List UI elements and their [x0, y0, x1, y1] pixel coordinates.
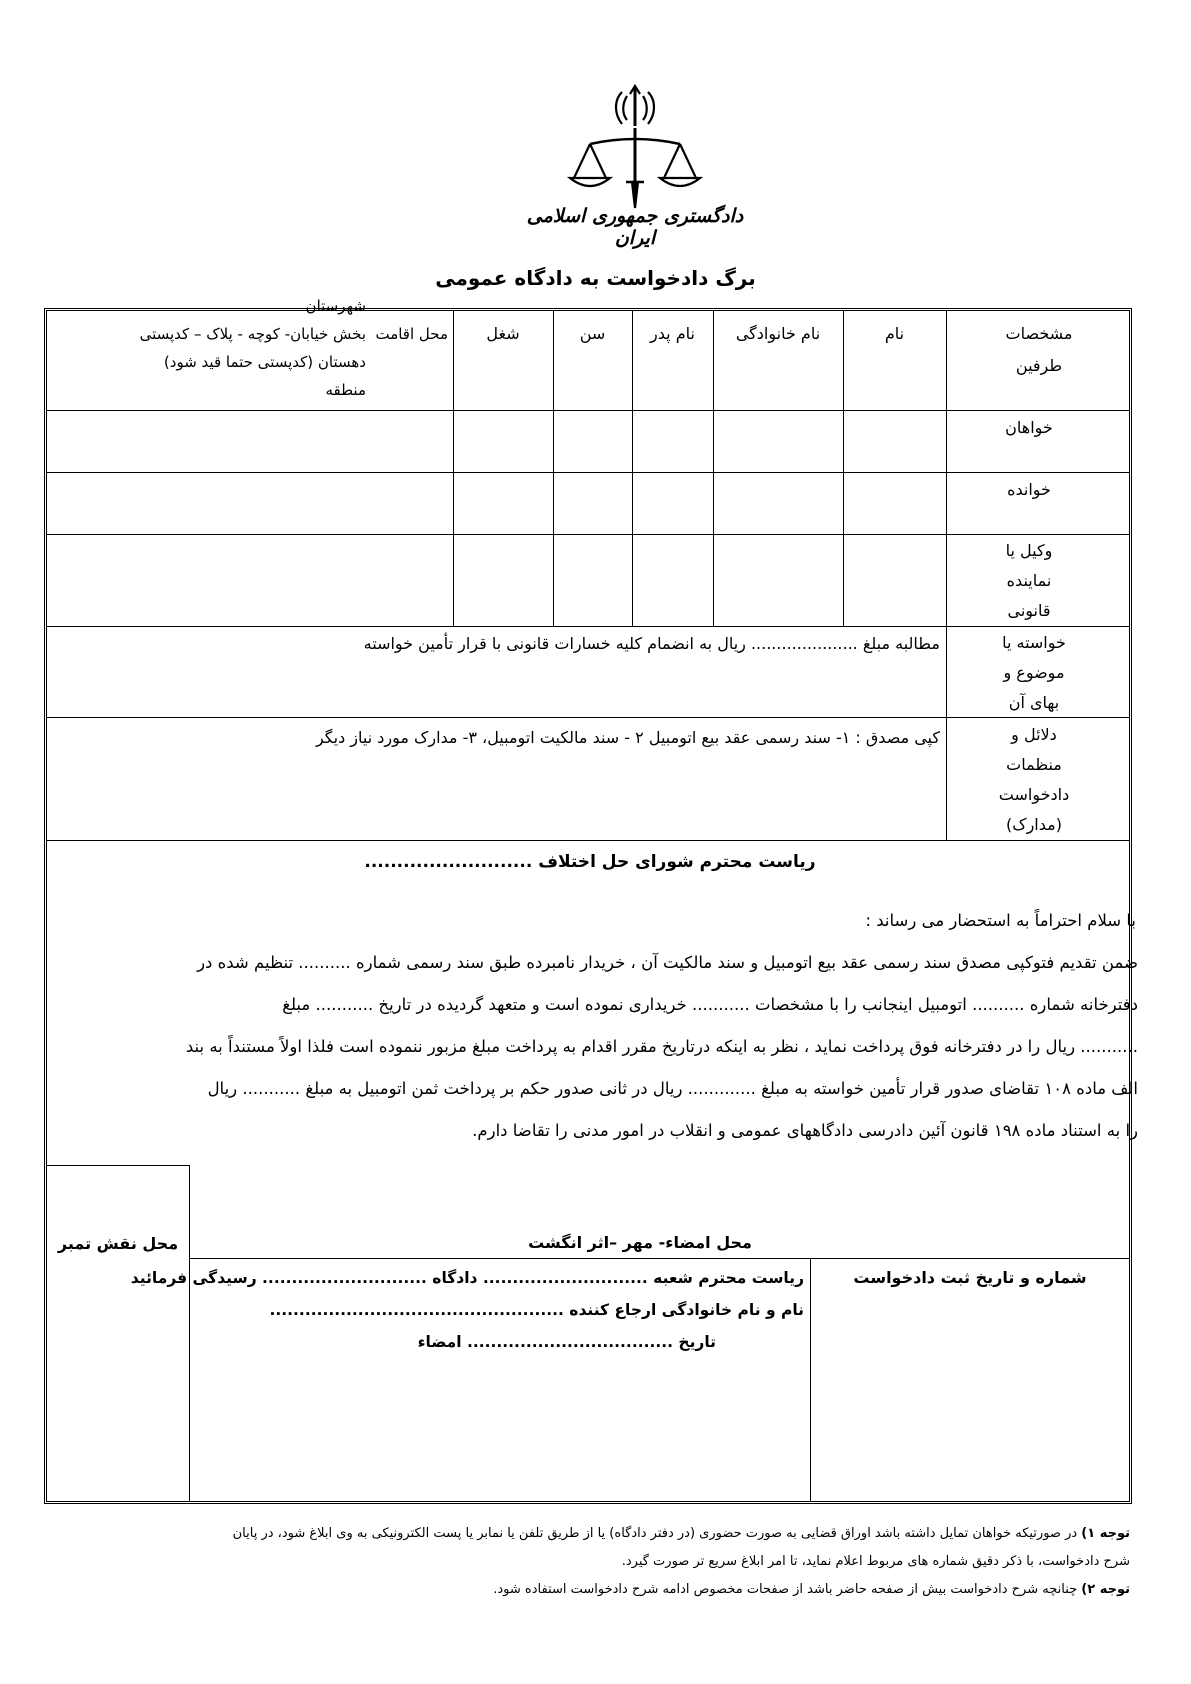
- notes: [60, 1520, 1130, 1604]
- divider: [632, 311, 633, 626]
- column-residence: محل اقامت: [375, 325, 448, 343]
- stamp-place: محل نقش تمبر: [57, 1234, 179, 1253]
- parties-header-line2: طرفین: [1015, 356, 1063, 375]
- divider: [47, 626, 1129, 627]
- iran-emblem-icon: [616, 86, 654, 126]
- divider: [47, 840, 1129, 841]
- note-label: توجه ۱): [1081, 1526, 1130, 1541]
- note-text: شرح دادخواست، با ذکر دقیق شماره های مربوط اعلام نماید، تا امر ابلاغ سریع تر صورت گیرد.: [621, 1554, 1130, 1569]
- evidence-label-line: دادخواست: [998, 785, 1070, 804]
- scales-of-justice-icon: [560, 82, 710, 222]
- divider: [843, 311, 844, 626]
- petition-line: را به استناد ماده ۱۹۸ قانون آئین دادرسی دادگاههای عمومی و انقلاب در امور مدنی را تقاضا دارم.: [472, 1121, 1138, 1140]
- evidence-label-line: دلائل و: [1011, 725, 1057, 744]
- row-lawyer-line: نماینده: [1006, 571, 1052, 590]
- petition-line: ........... ریال را در دفترخانه فوق پرداخت نماید ، نظر به اینکه درتاریخ مقرر اقدام به پرداخت مبلغ مزبور ننموده است فلذا اولاً مستنداً به بند: [185, 1037, 1138, 1056]
- petition-line: دفترخانه شماره .......... اتومبیل اینجانب را با مشخصات ........... خریداری نموده است و متعهد گردیده در تاریخ ........... مبلغ: [282, 995, 1138, 1014]
- residence-detail-line: بخش خیابان- کوچه - پلاک – کدپستی: [139, 325, 366, 343]
- divider: [47, 1165, 189, 1166]
- divider: [810, 1258, 811, 1502]
- divider: [47, 472, 1129, 473]
- petition-title: ریاست محترم شورای حل اختلاف ..........................: [364, 852, 816, 872]
- signature-place: محل امضاء- مهر –اثر انگشت: [528, 1233, 752, 1252]
- column-job: شغل: [486, 324, 520, 343]
- residence-detail-line: منطقه: [325, 381, 366, 399]
- petition-body: [54, 942, 1138, 1152]
- evidence-text: کپی مصدق : ۱- سند رسمی عقد بیع اتومبیل ۲ - سند مالکیت اتومبیل، ۳- مدارک مورد نیاز دیگر: [315, 728, 940, 747]
- referral-line: تاریخ ................................... امضاء: [417, 1333, 716, 1351]
- note-2: [60, 1576, 1130, 1604]
- column-family: نام خانوادگی: [735, 324, 821, 343]
- petition-line: الف ماده ۱۰۸ تقاضای صدور قرار تأمین خواسته به مبلغ ............. ریال در ثانی صدور حکم بر پرداخت ثمن اتومبیل به مبلغ ........... ریال: [207, 1079, 1138, 1098]
- residence-detail-line: شهرستان: [305, 297, 366, 315]
- petition-greeting: با سلام احتراماً به استحضار می رساند :: [865, 911, 1136, 930]
- claim-label-line: موضوع و: [1003, 663, 1065, 682]
- evidence-label-line: منظمات: [1006, 755, 1062, 774]
- divider: [189, 1165, 190, 1502]
- divider: [47, 534, 1129, 535]
- residence-detail: [56, 292, 366, 404]
- note-label: توجه ۲): [1081, 1582, 1130, 1597]
- note-1: [60, 1520, 1130, 1548]
- row-plaintiff: خواهان: [1005, 418, 1053, 437]
- claim-text: مطالبه مبلغ ..................... ریال به انضمام کلیه خسارات قانونی با قرار تأمین خواسته: [363, 634, 940, 653]
- parties-header: [946, 318, 1132, 382]
- claim-label-line: خواسته یا: [1002, 633, 1066, 652]
- row-lawyer: [946, 536, 1112, 626]
- row-lawyer-line: وکیل یا: [1005, 541, 1053, 560]
- form-title: برگ دادخواست به دادگاه عمومی: [435, 266, 756, 290]
- column-age: سن: [579, 324, 606, 343]
- divider: [553, 311, 554, 626]
- evidence-label: [946, 720, 1122, 840]
- residence-detail-line: دهستان (کدپستی حتما قید شود): [163, 353, 366, 371]
- claim-label-line: بهای آن: [1008, 693, 1060, 712]
- claim-label: [946, 628, 1122, 718]
- divider: [47, 410, 1129, 411]
- column-name: نام: [884, 324, 905, 343]
- column-father: نام پدر: [650, 324, 695, 343]
- evidence-label-line: (مدارک): [1006, 815, 1062, 834]
- referral-line: نام و نام خانوادگی ارجاع کننده ..................................................: [269, 1301, 804, 1319]
- note-text: چنانچه شرح دادخواست بیش از صفحه حاضر باشد از صفحات مخصوص ادامه شرح دادخواست استفاده شود.: [493, 1582, 1078, 1597]
- registration-number-date: شماره و تاریخ ثبت دادخواست: [853, 1268, 1087, 1287]
- divider: [453, 311, 454, 626]
- row-lawyer-line: قانونی: [1007, 601, 1051, 620]
- petition-line: ضمن تقدیم فتوکپی مصدق سند رسمی عقد بیع اتومبیل و سند مالکیت آن ، خریدار نامبرده طبق سند رسمی شماره .......... تنظیم شده در: [197, 953, 1138, 972]
- divider: [713, 311, 714, 626]
- emblem-text: دادگستری جمهوری اسلامی ایران: [526, 205, 744, 249]
- row-defendant: خوانده: [1007, 480, 1051, 499]
- parties-header-line1: مشخصات: [1005, 324, 1073, 343]
- referral-line: ریاست محترم شعبه ............................ دادگاه ............................ رسیدگی فرمائید: [130, 1269, 804, 1287]
- note-text: در صورتیکه خواهان تمایل داشته باشد اوراق قضایی به صورت حضوری (در دفتر دادگاه) یا از طریق تلفن یا نمابر یا پست الکترونیکی به وی ابلاغ شود، در پایان: [232, 1526, 1078, 1541]
